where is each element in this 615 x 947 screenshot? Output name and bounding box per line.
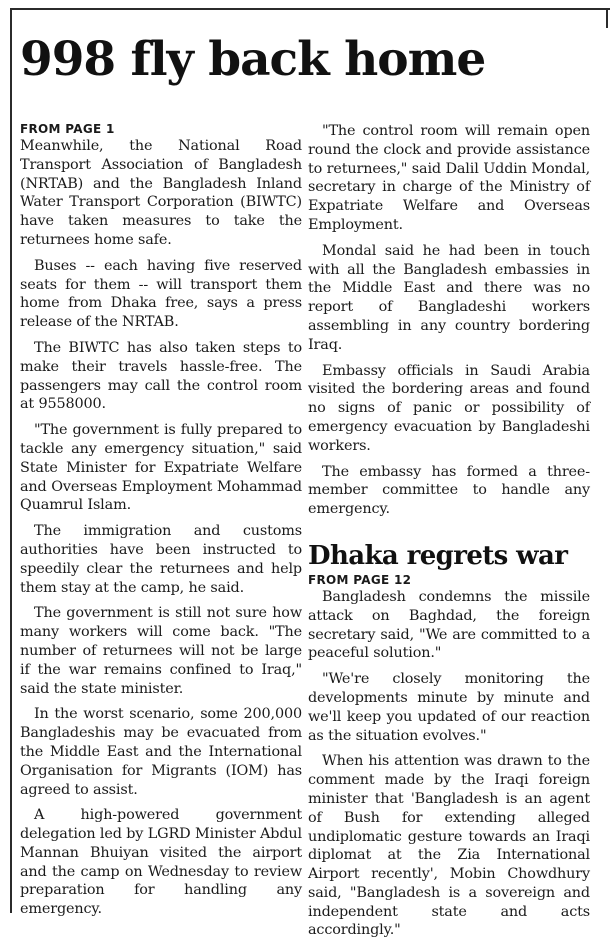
kicker-from-page-12: FROM PAGE 12 xyxy=(308,572,412,587)
article-paragraph: Embassy officials in Saudi Arabia visited the bordering areas and found no signs of panic or possibility of emergency evacuation by Bangladeshi workers. xyxy=(308,362,590,454)
left-border-rule xyxy=(10,8,12,913)
kicker-from-page-1: FROM PAGE 1 xyxy=(20,122,115,136)
right-border-rule xyxy=(606,8,608,28)
article-paragraph: The BIWTC has also taken steps to make their travels hassle-free. The passengers may call the control room at 9558000. xyxy=(20,339,302,413)
article-paragraph: The government is still not sure how many workers will come back. "The number of returnees will not be large if the war remains confined to Iraq," said the state minister. xyxy=(20,605,302,697)
article-paragraph: "We're closely monitoring the developments minute by minute and we'll keep you updated of our reaction as the situation evolves." xyxy=(308,671,590,744)
right-column xyxy=(308,122,590,947)
top-border-rule xyxy=(10,8,610,10)
article-paragraph: "The control room will remain open round the clock and provide assistance to returnees," said Dalil Uddin Mondal, secretary in charge of the Ministry of Expatriate Welfare and Overseas Employment. xyxy=(308,123,590,233)
article-paragraph: The embassy has formed a three-member committee to handle any emergency. xyxy=(308,463,590,518)
article-paragraph: "The government is fully prepared to tackle any emergency situation," said State Minister for Expatriate Welfare and Overseas Employment Mohammad Quamrul Islam. xyxy=(20,422,302,514)
article-paragraph: When his attention was drawn to the comment made by the Iraqi foreign minister that 'Bangladesh is an agent of Bush for extending alleged undiplomatic gesture towards an Iraqi diplomat at the Zia International Airport recently', Mobin Chowdhury said, "Bangladesh is a sovereign and independent state and acts accordingly." xyxy=(308,753,590,939)
article-paragraph: Mondal said he had been in touch with all the Bangladesh embassies in the Middle East and there was no report of Bangladeshi workers assembling in any country bordering Iraq. xyxy=(308,242,590,353)
article-paragraph: Meanwhile, the National Road Transport Association of Bangladesh (NRTAB) and the Bangladesh Inland Water Transport Corporation (BIWTC) have taken measures to take the returnees home safe. xyxy=(20,138,302,248)
article-paragraph: Bangladesh condemns the missile attack on Baghdad, the foreign secretary said, "We are committed to a peaceful solution." xyxy=(308,588,590,662)
headline: 998 fly back home xyxy=(20,32,486,87)
article-paragraph: Buses -- each having five reserved seats for them -- will transport them home from Dhaka free, says a press release of the NRTAB. xyxy=(20,257,302,331)
left-column xyxy=(20,122,302,926)
article-paragraph: The immigration and customs authorities have been instructed to speedily clear the returnees and help them stay at the camp, he said. xyxy=(20,523,302,596)
subheadline: Dhaka regrets war xyxy=(308,540,568,571)
article-paragraph: In the worst scenario, some 200,000 Bangladeshis may be evacuated from the Middle East and the International Organisation for Migrants (IOM) has agreed to assist. xyxy=(20,706,302,798)
article-paragraph: A high-powered government delegation led by LGRD Minister Abdul Mannan Bhuiyan visited the airport and the camp on Wednesday to review preparation for handling any emergency. xyxy=(20,807,302,918)
